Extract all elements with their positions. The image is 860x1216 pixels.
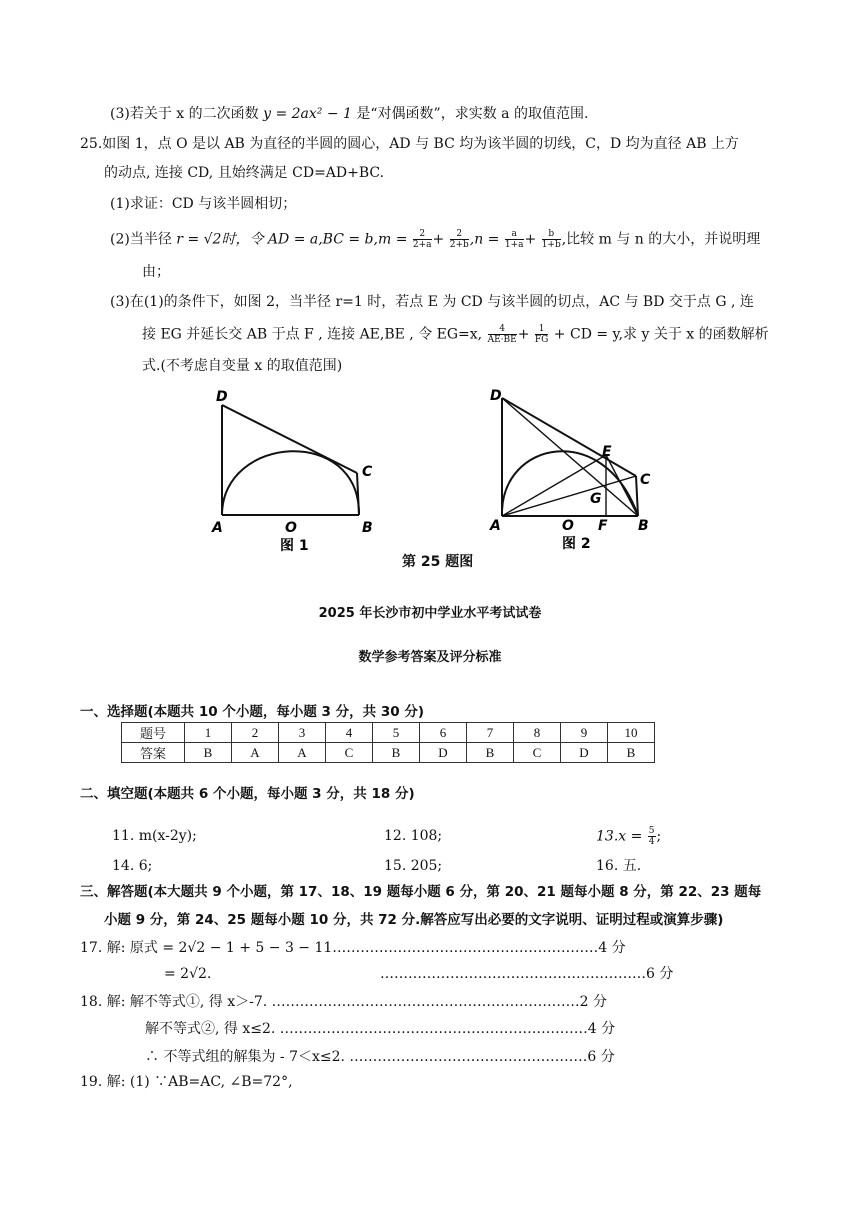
q25-part1: (1)求证：CD 与该半圆相切； — [110, 196, 297, 212]
answer-15: 15. 205; — [384, 858, 443, 874]
solution-17-line2: = 2√2. — [164, 966, 212, 982]
fraction-n2: $\frac{b}{1+b}$ — [541, 229, 561, 250]
fraction-m1: $\frac{2}{2+a}$ — [412, 229, 432, 250]
solution-17-score: …………………………………………………6 分 — [380, 966, 674, 982]
fraction-m2: $\frac{2}{2+b}$ — [449, 229, 469, 250]
table-header-cell: 答案 — [122, 743, 185, 763]
answer-12: 12. 108; — [384, 828, 443, 844]
fraction-13: $\frac{5}{4}$ — [648, 826, 655, 847]
point-label-b: B — [638, 518, 649, 534]
point-label-a: A — [490, 518, 501, 534]
answer-table — [121, 722, 655, 763]
q24-part3-text-end: 是“对偶函数”，求实数 a 的取值范围. — [356, 106, 589, 122]
table-row: 题号 1 2 3 4 5 6 7 8 9 10 — [122, 723, 655, 743]
point-label-d: D — [216, 389, 228, 405]
figure-2-label: 图 2 — [562, 536, 591, 552]
point-label-f: F — [598, 518, 608, 534]
q25-line1: 25.如图 1，点 O 是以 AB 为直径的半圆的圆心，AD 与 BC 均为该半圆的切线，C，D 均为直径 AB 上方 — [80, 136, 739, 152]
answer-13: 13.x = $\frac{5}{4}$ ; — [596, 826, 662, 847]
solution-17-line1: 17. 解: 原式 = 2√2 − 1 + 5 − 3 − 11…………………………………………………4 分 — [80, 940, 626, 956]
answer-title: 2025 年长沙市初中学业水平考试试卷 — [318, 606, 542, 621]
figure-1 — [200, 385, 380, 555]
q24-part3-text: (3)若关于 x 的二次函数 — [110, 106, 259, 122]
solution-18-line3: ∴ 不等式组的解集为 - 7＜x≤2. ……………………………………………6 分 — [145, 1049, 615, 1065]
solution-18-line2: 解不等式②, 得 x≤2. …………………………………………………………4 分 — [145, 1021, 616, 1037]
q25-part2-line2: 由； — [142, 264, 170, 280]
answer-14: 14. 6; — [112, 858, 153, 874]
point-label-c: C — [640, 472, 651, 488]
q25-line2: 的动点, 连接 CD, 且始终满足 CD=AD+BC. — [104, 165, 385, 181]
figure-2 — [480, 380, 680, 555]
table-row: 答案 B A A C B D B C D B — [122, 743, 655, 763]
section3-heading-2: 小题 9 分，第 24、25 题每小题 10 分，共 72 分.解答应写出必要的文字说明、证明过程或演算步骤) — [104, 912, 724, 928]
fraction-n1: $\frac{a}{1+a}$ — [504, 229, 524, 250]
point-label-d: D — [490, 388, 502, 404]
section1-heading: 一、选择题(本题共 10 个小题，每小题 3 分，共 30 分) — [80, 704, 425, 720]
table-header-cell: 题号 — [122, 723, 185, 743]
fraction-y2: $\frac{1}{FG}$ — [534, 324, 549, 345]
point-label-e: E — [602, 444, 612, 460]
answer-subtitle: 数学参考答案及评分标准 — [358, 650, 502, 665]
q25-part3-line1: (3)在(1)的条件下，如图 2，当半径 r=1 时，若点 E 为 CD 与该半圆的切点，AC 与 BD 交于点 G , 连 — [110, 294, 754, 310]
radius-value: r = √2 — [176, 231, 222, 248]
section3-heading-1: 三、解答题(本大题共 9 个小题，第 17、18、19 题每小题 6 分，第 20、21 题每小题 8 分，第 22、23 题每 — [80, 884, 762, 900]
point-label-a: A — [212, 520, 223, 536]
point-label-c: C — [362, 464, 373, 480]
q24-part3 — [110, 104, 588, 124]
solution-18-line1: 18. 解: 解不等式①, 得 x＞-7. …………………………………………………………2 分 — [80, 994, 608, 1010]
solution-19-line1: 19. 解: (1) ∵AB=AC, ∠B=72°, — [80, 1074, 293, 1090]
point-label-o: O — [285, 520, 297, 536]
answer-11: 11. m(x-2y); — [112, 828, 197, 844]
section2-heading: 二、填空题(本题共 6 个小题，每小题 3 分，共 18 分) — [80, 786, 415, 802]
point-label-o: O — [562, 518, 574, 534]
q25-part3-line3: 式.(不考虑自变量 x 的取值范围) — [142, 358, 343, 374]
point-label-b: B — [362, 520, 373, 536]
point-label-g: G — [590, 491, 602, 507]
figure-1-label: 图 1 — [280, 538, 309, 554]
fraction-y1: $\frac{4}{AE\cdot BE}$ — [487, 324, 517, 345]
figure-caption: 第 25 题图 — [402, 554, 474, 570]
q24-formula: y = 2ax² − 1 — [263, 106, 352, 122]
q25-part3-line2: 接 EG 并延长交 AB 于点 F , 连接 AE,BE , 令 EG=x, $\frac{4}{AE\cdot BE}$ + $\frac{1}{FG}$ + CD = y,求 y 关于 x 的函数解析 — [142, 324, 769, 345]
answer-16: 16. 五. — [596, 858, 642, 874]
q25-part2: (2)当半径 r = √2时，令 AD = a,BC = b,m = $\frac{2}{2+a}$ + $\frac{2}{2+b}$ ,n = $\frac{a}{1+a}$ + $\frac{b}{1+b}$ ,比较 m 与 n 的大小，并说明理 — [110, 229, 761, 250]
